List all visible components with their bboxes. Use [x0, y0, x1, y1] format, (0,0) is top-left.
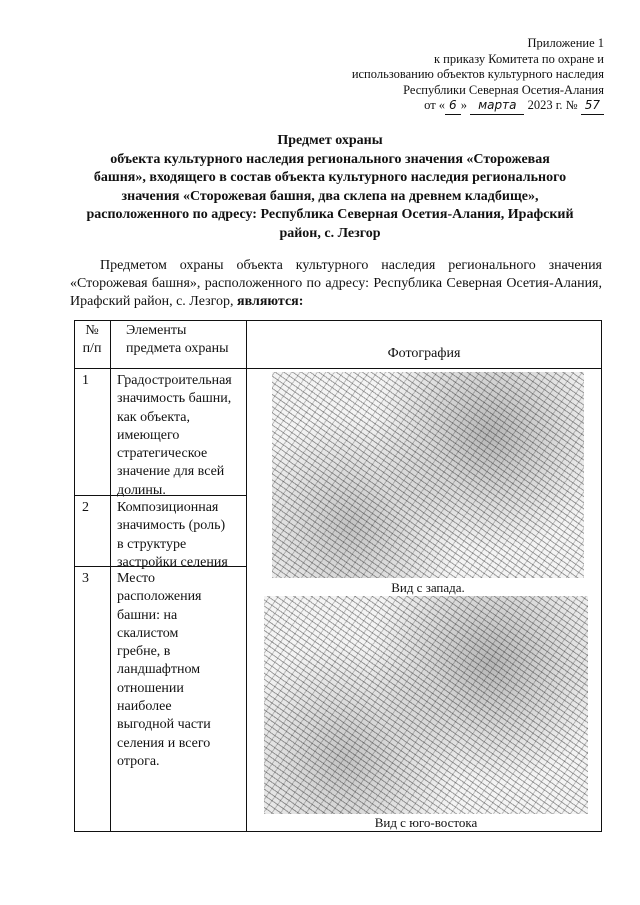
appendix-line-4: Республики Северная Осетия-Алания: [403, 82, 604, 97]
caption-west: Вид с запада.: [391, 580, 465, 595]
table-border-top: [74, 320, 602, 321]
protection-table: [74, 320, 602, 832]
appendix-block: [352, 36, 604, 115]
row-2-text: Композиционная значимость (роль) в структуре застройки селения: [117, 500, 228, 570]
caption-southeast: Вид с юго-востока: [374, 815, 478, 830]
date-day: 6: [445, 98, 461, 115]
table-border-left: [74, 320, 75, 832]
row-1-number: 1: [82, 373, 89, 388]
title-line-5: расположенного по адресу: Республика Северная Осетия-Алания, Ирафский: [86, 207, 574, 222]
photo-southeast-view: [264, 596, 588, 814]
row-1-text: Градостроительная значимость башни, как объекта, имеющего стратегическое значение для всей долины.: [117, 373, 232, 498]
date-month: марта: [470, 98, 524, 115]
header-elements: Элементы предмета охраны: [126, 323, 229, 357]
date-mid: »: [460, 98, 467, 112]
title-line-6: район, с. Лезгор: [279, 225, 381, 241]
header-photo: Фотография: [387, 346, 461, 361]
document-title: [60, 132, 600, 243]
title-line-4: значения «Сторожевая башня, два склепа на древнем кладбище»,: [121, 188, 539, 204]
intro-text: Предметом охраны объекта культурного наследия регионального значения «Сторожевая башня», расположенного по адресу: Республика Северная Осетия-Алания, Ирафский район, с. Лезгор,: [70, 258, 602, 309]
appendix-date-line: [352, 98, 604, 115]
intro-bold: являются:: [237, 294, 304, 309]
row-3-number: 3: [82, 571, 89, 586]
appendix-line-2: к приказу Комитета по охране и: [433, 51, 604, 66]
table-border-bottom: [74, 831, 602, 832]
order-number: 57: [581, 98, 604, 115]
appendix-line-1: Приложение 1: [527, 36, 604, 50]
title-line-2: объекта культурного наследия регионального значения «Сторожевая: [110, 151, 550, 167]
date-prefix: от «: [424, 98, 446, 112]
table-border-right: [601, 320, 602, 832]
title-line-1: Предмет охраны: [277, 133, 383, 148]
date-year: 2023 г. №: [527, 98, 578, 112]
photo-west-view: [272, 372, 584, 578]
column-divider-1: [110, 320, 111, 832]
row-2-number: 2: [82, 500, 89, 515]
intro-paragraph: [70, 257, 602, 311]
column-divider-2: [246, 320, 247, 832]
row-3-text: Место расположения башни: на скалистом гребне, в ландшафтном отношении наиболее выгодной части селения и всего отрога.: [117, 571, 211, 769]
table-header-divider: [74, 368, 602, 369]
header-number: № п/п: [82, 323, 102, 357]
appendix-line-3: использованию объектов культурного наследия: [351, 67, 604, 81]
title-line-3: башня», входящего в состав объекта культурного наследия регионального: [93, 170, 567, 185]
